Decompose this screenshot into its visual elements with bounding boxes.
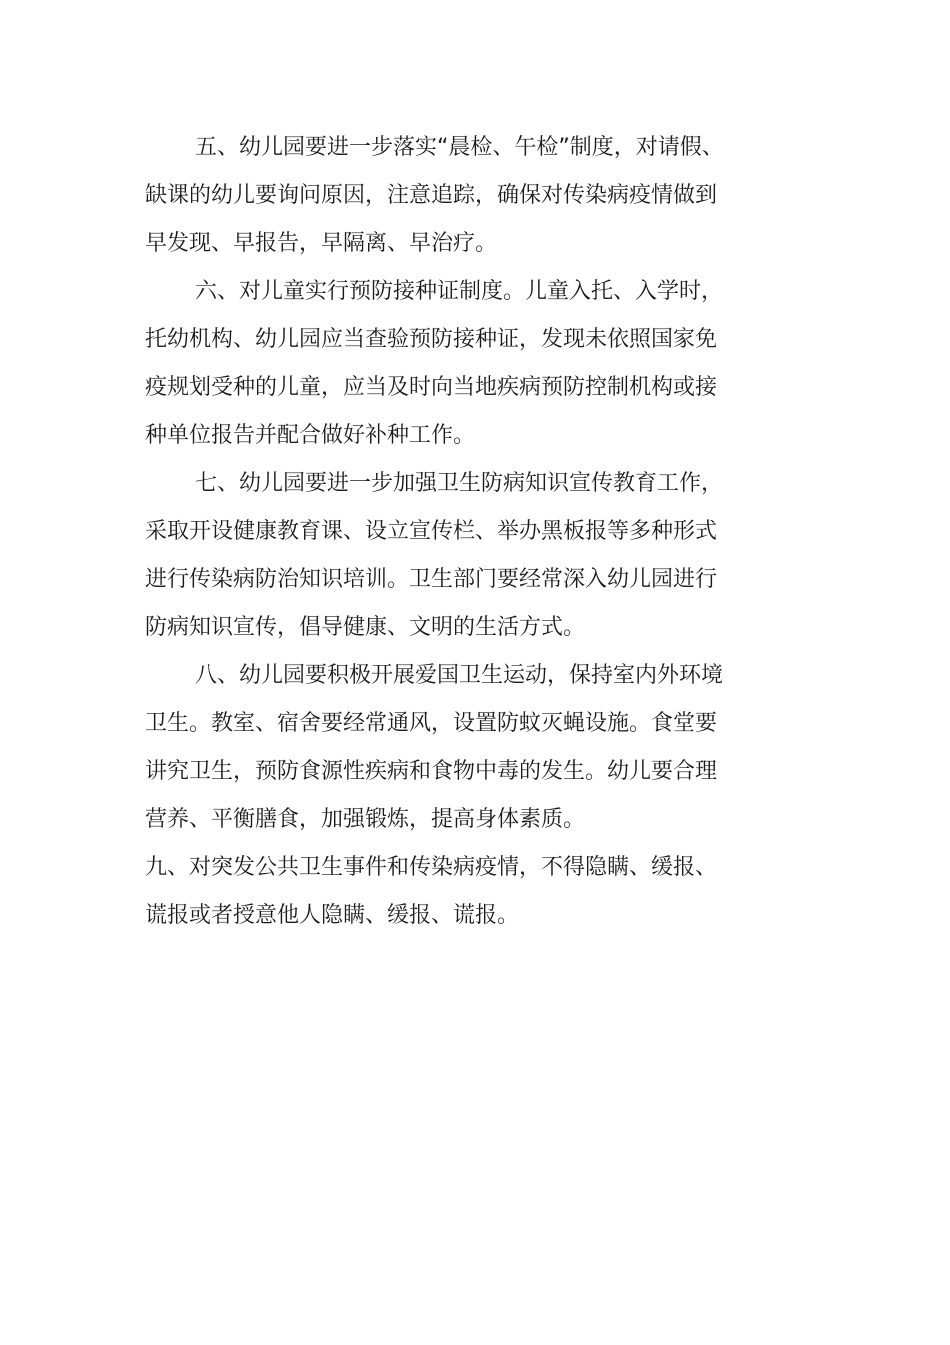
paragraph-6 <box>145 268 765 460</box>
text-line: 讲究卫生，预防食源性疾病和食物中毒的发生。幼儿要合理 <box>145 759 718 784</box>
paragraph-8 <box>145 652 765 844</box>
text-line: 谎报或者授意他人隐瞒、缓报、谎报。 <box>145 903 520 928</box>
text-line: 七、幼儿园要进一步加强卫生防病知识宣传教育工作， <box>195 471 724 496</box>
text-line: 种单位报告并配合做好补种工作。 <box>145 423 476 448</box>
text-line: 进行传染病防治知识培训。卫生部门要经常深入幼儿园进行 <box>145 567 718 592</box>
paragraph-5 <box>145 124 765 268</box>
document-body <box>145 124 765 940</box>
text-line: 托幼机构、幼儿园应当查验预防接种证，发现未依照国家免 <box>145 327 718 352</box>
text-line: 防病知识宣传，倡导健康、文明的生活方式。 <box>145 615 586 640</box>
text-line: 营养、平衡膳食，加强锻炼，提高身体素质。 <box>145 807 586 832</box>
text-line: 五、幼儿园要进一步落实“晨检、午检”制度，对请假、 <box>195 135 724 160</box>
text-line: 八、幼儿园要积极开展爱国卫生运动，保持室内外环境 <box>195 663 724 688</box>
text-line: 早发现、早报告，早隔离、早治疗。 <box>145 231 498 256</box>
text-line: 六、对儿童实行预防接种证制度。儿童入托、入学时， <box>195 279 724 304</box>
text-line: 缺课的幼儿要询问原因，注意追踪，确保对传染病疫情做到 <box>145 183 718 208</box>
paragraph-9 <box>145 844 765 940</box>
text-line: 疫规划受种的儿童，应当及时向当地疾病预防控制机构或接 <box>145 375 718 400</box>
text-line: 卫生。教室、宿舍要经常通风，设置防蚊灭蝇设施。食堂要 <box>145 711 718 736</box>
text-line: 采取开设健康教育课、设立宣传栏、举办黑板报等多种形式 <box>145 519 718 544</box>
paragraph-7 <box>145 460 765 652</box>
text-line: 九、对突发公共卫生事件和传染病疫情，不得隐瞒、缓报、 <box>145 855 718 880</box>
